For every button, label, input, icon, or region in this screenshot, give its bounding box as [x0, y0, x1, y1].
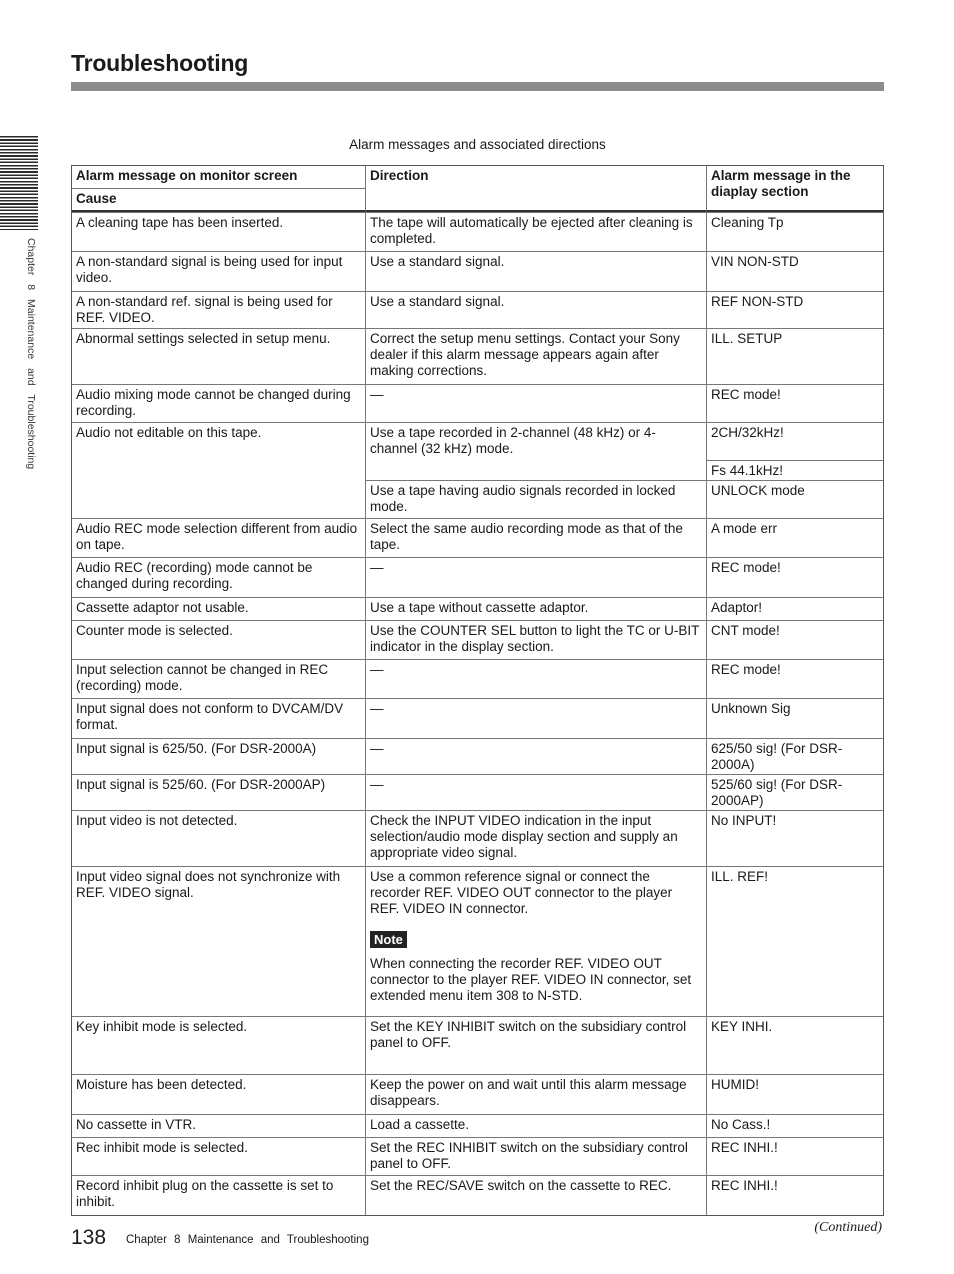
cell-direction: The tape will automatically be ejected after cleaning is completed. — [365, 212, 706, 251]
cell-direction: — — [365, 557, 706, 597]
cell-direction: — — [365, 384, 706, 422]
cell-display-message: 2CH/32kHz! — [706, 422, 884, 460]
cell-cause: Input selection cannot be changed in REC (recording) mode. — [71, 659, 365, 698]
chapter-side-label: Chapter 8 Maintenance and Troubleshooting — [25, 238, 37, 470]
cell-direction: Use a standard signal. — [365, 291, 706, 328]
cell-direction: Use a tape recorded in 2-channel (48 kHz) or 4-channel (32 kHz) mode. — [365, 422, 706, 480]
cell-cause: Input signal is 525/60. (For DSR-2000AP) — [71, 774, 365, 810]
cell-display-message: 625/50 sig! (For DSR-2000A) — [706, 738, 884, 774]
cell-cause: Key inhibit mode is selected. — [71, 1016, 365, 1074]
cell-display-message: REC INHI.! — [706, 1137, 884, 1175]
cell-display-message: HUMID! — [706, 1074, 884, 1114]
cell-cause: Record inhibit plug on the cassette is set to inhibit. — [71, 1175, 365, 1216]
direction-text: Use a common reference signal or connect the recorder REF. VIDEO OUT connector to the player REF. VIDEO IN connector. — [370, 869, 673, 916]
cell-cause: Counter mode is selected. — [71, 620, 365, 659]
cell-cause: Input video is not detected. — [71, 810, 365, 866]
cell-direction: Use a standard signal. — [365, 251, 706, 291]
cell-display-message: 525/60 sig! (For DSR-2000AP) — [706, 774, 884, 810]
cell-direction: Keep the power on and wait until this alarm message disappears. — [365, 1074, 706, 1114]
cell-direction: Correct the setup menu settings. Contact your Sony dealer if this alarm message appears again after making corrections. — [365, 328, 706, 384]
header-direction: Direction — [365, 165, 706, 212]
cell-display-message: REC mode! — [706, 659, 884, 698]
cell-display-message: UNLOCK mode — [706, 480, 884, 518]
table-caption: Alarm messages and associated directions — [349, 137, 606, 152]
cell-display-message: VIN NON-STD — [706, 251, 884, 291]
cell-display-message: REC mode! — [706, 384, 884, 422]
cell-display-message: A mode err — [706, 518, 884, 557]
note-text: When connecting the recorder REF. VIDEO OUT connector to the player REF. VIDEO IN connector, set extended menu item 308 to N-STD. — [370, 956, 692, 1003]
cell-display-message: Adaptor! — [706, 597, 884, 620]
cell-direction: Set the REC INHIBIT switch on the subsidiary control panel to OFF. — [365, 1137, 706, 1175]
cell-display-message: Fs 44.1kHz! — [706, 460, 884, 480]
cell-display-message: Unknown Sig — [706, 698, 884, 738]
cell-direction: Use the COUNTER SEL button to light the TC or U-BIT indicator in the display section. — [365, 620, 706, 659]
cell-cause: Input signal is 625/50. (For DSR-2000A) — [71, 738, 365, 774]
continued-label: (Continued) — [814, 1220, 882, 1235]
cell-cause: Input video signal does not synchronize with REF. VIDEO signal. — [71, 866, 365, 1016]
cell-display-message: ILL. SETUP — [706, 328, 884, 384]
cell-direction: Use a tape without cassette adaptor. — [365, 597, 706, 620]
cell-cause: Input signal does not conform to DVCAM/DV format. — [71, 698, 365, 738]
cell-cause: No cassette in VTR. — [71, 1114, 365, 1137]
cell-cause: Audio mixing mode cannot be changed during recording. — [71, 384, 365, 422]
cell-direction: — — [365, 698, 706, 738]
cell-display-message: REF NON-STD — [706, 291, 884, 328]
title-rule — [71, 82, 884, 91]
cell-display-message: CNT mode! — [706, 620, 884, 659]
chapter-thumb-tab — [0, 136, 38, 230]
header-cause: Cause — [71, 188, 365, 212]
cell-direction: — — [365, 738, 706, 774]
header-alarm-message: Alarm message on monitor screen — [71, 165, 365, 188]
cell-cause: Moisture has been detected. — [71, 1074, 365, 1114]
header-display-message: Alarm message in the diaplay section — [706, 165, 884, 212]
page-title: Troubleshooting — [71, 50, 249, 76]
cell-direction: Set the KEY INHIBIT switch on the subsidiary control panel to OFF. — [365, 1016, 706, 1074]
cell-cause: Audio not editable on this tape. — [71, 422, 365, 518]
cell-display-message: No INPUT! — [706, 810, 884, 866]
cell-cause: Audio REC (recording) mode cannot be changed during recording. — [71, 557, 365, 597]
cell-cause: Cassette adaptor not usable. — [71, 597, 365, 620]
cell-display-message: REC INHI.! — [706, 1175, 884, 1216]
cell-display-message: KEY INHI. — [706, 1016, 884, 1074]
page-number: 138 — [71, 1226, 107, 1249]
cell-cause: Rec inhibit mode is selected. — [71, 1137, 365, 1175]
cell-direction: Load a cassette. — [365, 1114, 706, 1137]
footer-chapter: Chapter 8 Maintenance and Troubleshooting — [126, 1234, 369, 1246]
cell-direction — [365, 866, 706, 1016]
cell-direction: — — [365, 659, 706, 698]
cell-direction: Set the REC/SAVE switch on the cassette to REC. — [365, 1175, 706, 1216]
cell-direction: Check the INPUT VIDEO indication in the input selection/audio mode display section and supply an appropriate video signal. — [365, 810, 706, 866]
cell-direction: — — [365, 774, 706, 810]
cell-direction: Select the same audio recording mode as that of the tape. — [365, 518, 706, 557]
note-badge: Note — [370, 931, 407, 948]
alarm-messages-table — [71, 165, 884, 1216]
cell-cause: A cleaning tape has been inserted. — [71, 212, 365, 251]
cell-direction: Use a tape having audio signals recorded in locked mode. — [365, 480, 706, 518]
cell-cause: Audio REC mode selection different from audio on tape. — [71, 518, 365, 557]
cell-cause: A non-standard signal is being used for input video. — [71, 251, 365, 291]
cell-display-message: No Cass.! — [706, 1114, 884, 1137]
cell-display-message: REC mode! — [706, 557, 884, 597]
cell-display-message: Cleaning Tp — [706, 212, 884, 251]
cell-cause: A non-standard ref. signal is being used for REF. VIDEO. — [71, 291, 365, 328]
cell-cause: Abnormal settings selected in setup menu. — [71, 328, 365, 384]
cell-display-message: ILL. REF! — [706, 866, 884, 1016]
